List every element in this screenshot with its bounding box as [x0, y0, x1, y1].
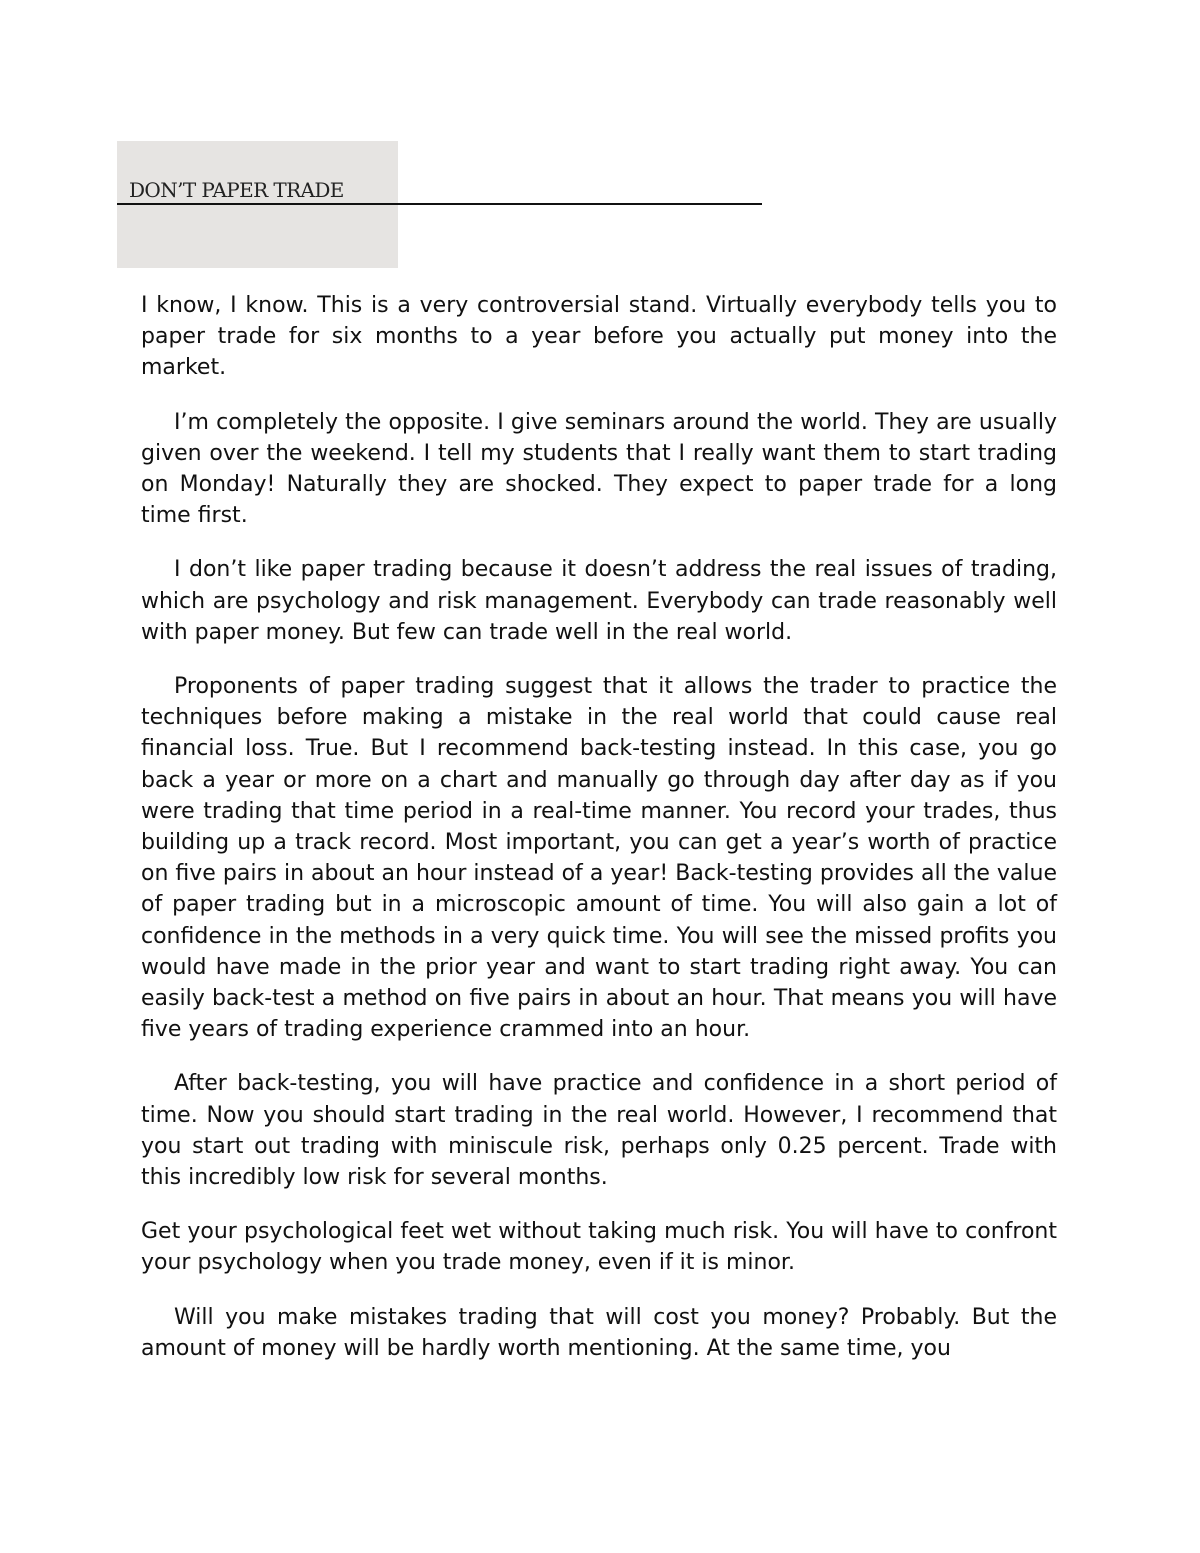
paragraph-4: Proponents of paper trading suggest that it allows the trader to practice the techniques before making a mistake in the real world that could cause real financial loss. True. But I recommend back-testing instead. In this case, you go back a year or more on a chart and manually go through day after day as if you were trading that time period in a real-time manner. You record your trades, thus building up a track record. Most important, you can get a year’s worth of practice on five pairs in about an hour instead of a year! Back-testing provides all the value of paper trading but in a microscopic amount of time. You will also gain a lot of confidence in the methods in a very quick time. You will see the missed profits you would have made in the prior year and want to start trading right away. You can easily back-test a method on five pairs in about an hour. That means you will have five years of trading experience crammed into an hour.	[141, 674, 1057, 1043]
paragraph-3: I don’t like paper trading because it doesn’t address the real issues of trading, which are psychology and risk management. Everybody can trade reasonably well with paper money. But few can trade well in the real world.	[141, 557, 1057, 645]
paragraph-2: I’m completely the opposite. I give seminars around the world. They are usually given over the weekend. I tell my students that I really want them to start trading on Monday! Naturally they are shocked. They expect to paper trade for a long time first.	[141, 409, 1057, 529]
paragraph-1: I know, I know. This is a very controversial stand. Virtually everybody tells you to paper trade for six months to a year before you actually put money into the market.	[141, 293, 1057, 381]
header-rule	[117, 203, 762, 205]
running-header-title: DON’T PAPER TRADE	[129, 178, 344, 202]
body-text	[141, 290, 1057, 1387]
paragraph-7: Will you make mistakes trading that will cost you money? Probably. But the amount of money will be hardly worth mentioning. At the same time, you	[141, 1304, 1057, 1361]
paragraph-5: After back-testing, you will have practice and confidence in a short period of time. Now you should start trading in the real world. However, I recommend that you start out trading with miniscule risk, perhaps only 0.25 percent. Trade with this incredibly low risk for several months.	[141, 1071, 1057, 1191]
paragraph-6: Get your psychological feet wet without taking much risk. You will have to confront your psychology when you trade money, even if it is minor.	[141, 1219, 1057, 1276]
